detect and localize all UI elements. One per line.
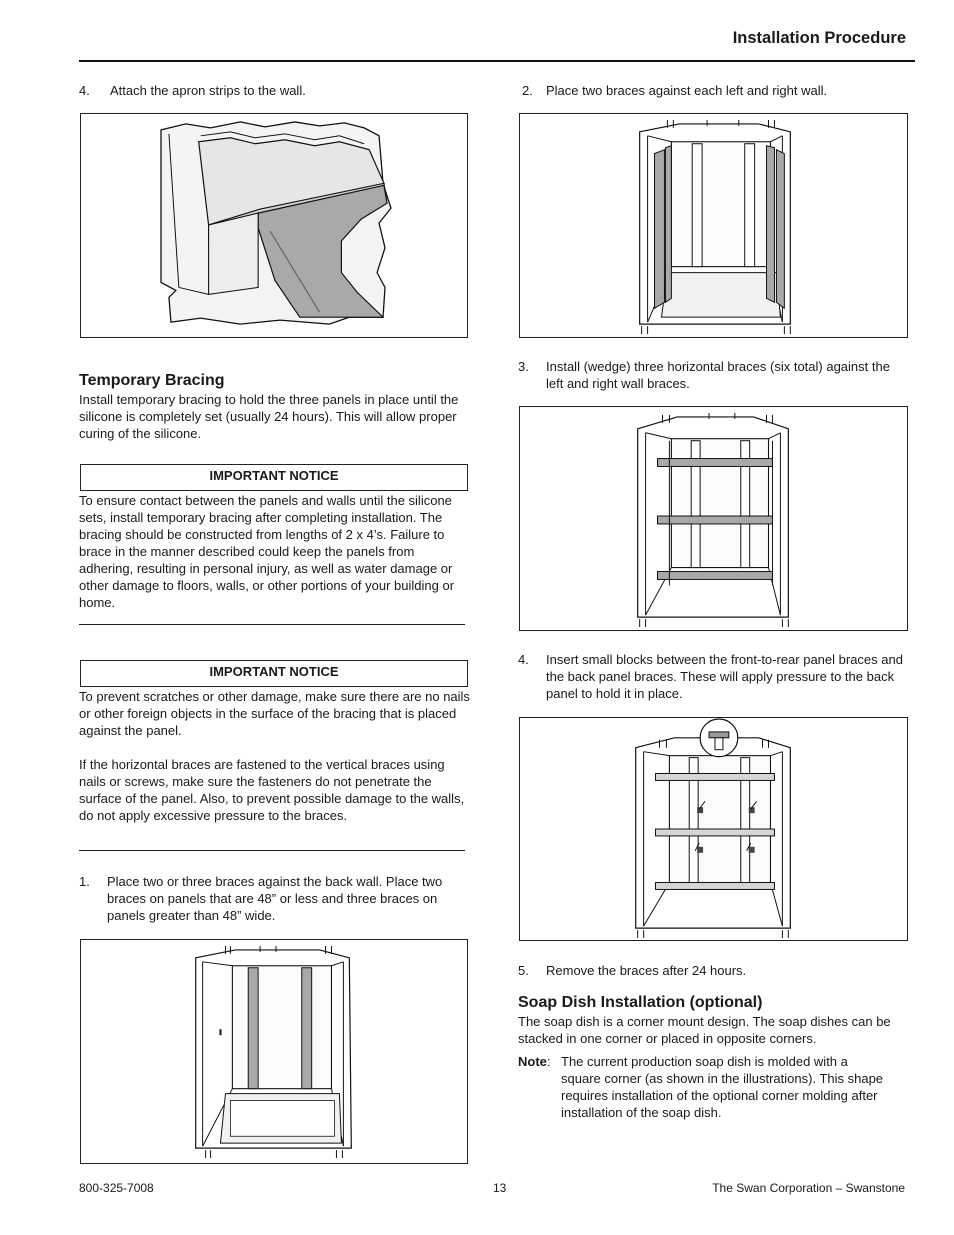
right-step-4	[518, 651, 910, 702]
important-notice-box	[80, 660, 468, 687]
soap-dish-intro: The soap dish is a corner mount design. The soap dishes can be stacked in one corner or placed in opposite corners.	[518, 1014, 891, 1046]
step-number: 3.	[518, 359, 529, 374]
step-number: 4.	[79, 83, 90, 98]
section-title: Installation Procedure	[732, 29, 906, 47]
step-text: Install (wedge) three horizontal braces (six total) against the left and right wall braces.	[546, 359, 890, 391]
bracing-intro: Install temporary bracing to hold the three panels in place until the silicone is completely set (usually 24 hours). This will allow proper curing of the silicone.	[79, 392, 459, 441]
small-blocks-illustration	[519, 717, 908, 941]
note-text: The current production soap dish is molded with a square corner (as shown in the illustrations). This shape requires installation of the optional corner molding after installation of the soap dish.	[561, 1054, 884, 1120]
step-text: Place two braces against each left and right wall.	[546, 83, 828, 98]
horizontal-braces-illustration	[519, 406, 908, 631]
step-number: 1.	[79, 874, 90, 889]
soap-dish-note: Note: The current production soap dish is molded with a square corner (as shown in the illustrations). This shape requires installation of the optional corner molding after installation of the soap dish.	[518, 1053, 914, 1121]
left-step-1	[79, 873, 477, 924]
header-rule	[79, 60, 915, 62]
notice-label: IMPORTANT NOTICE	[209, 664, 339, 679]
step-text: Remove the braces after 24 hours.	[546, 963, 747, 978]
back-wall-braces-illustration	[80, 939, 468, 1164]
notice-2-text-1: To prevent scratches or other damage, make sure there are no nails or other foreign objects in the surface of the bracing that is placed against the panel.	[79, 689, 470, 738]
step-number: 5.	[518, 963, 529, 978]
step-number: 2.	[522, 83, 533, 98]
right-step-5	[518, 962, 910, 979]
bracing-heading: Temporary Bracing	[79, 372, 225, 389]
right-step-2	[522, 82, 914, 99]
apron-strip-illustration	[80, 113, 468, 338]
left-step-4	[79, 82, 474, 99]
notice-1-text: To ensure contact between the panels and walls until the silicone sets, install temporary bracing after completing installation. The bracing should be constructed from lengths of 2 x 4’s. Failure to brace in the manner described could keep the panels from adhering, resulting in personal injury, as well as water damage or other damage to floors, walls, or other portions of your building or home.	[79, 493, 455, 610]
step-text: Insert small blocks between the front-to-rear panel braces and the back panel braces. These will apply pressure to the back panel to hold it in place.	[546, 652, 903, 701]
divider	[79, 624, 465, 625]
footer-phone: 800-325-7008	[79, 1181, 154, 1195]
step-number: 4.	[518, 652, 529, 667]
step-text: Place two or three braces against the back wall. Place two braces on panels that are 48” or less and three braces on panels greater than 48” wide.	[107, 874, 443, 923]
soap-dish-heading: Soap Dish Installation (optional)	[518, 994, 763, 1011]
side-wall-braces-illustration	[519, 113, 908, 338]
page-number: 13	[493, 1181, 507, 1195]
step-text: Attach the apron strips to the wall.	[110, 83, 306, 98]
important-notice-box	[80, 464, 468, 491]
notice-label: IMPORTANT NOTICE	[209, 468, 339, 483]
note-label: Note	[518, 1054, 547, 1069]
footer-company: The Swan Corporation – Swanstone	[712, 1181, 905, 1195]
divider	[79, 850, 465, 851]
right-step-3	[518, 358, 910, 392]
notice-2-text-2: If the horizontal braces are fastened to the vertical braces using nails or screws, make sure the fasteners do not penetrate the surface of the panel. Also, to prevent possible damage to the walls, do not apply excessive pressure to the braces.	[79, 757, 465, 823]
